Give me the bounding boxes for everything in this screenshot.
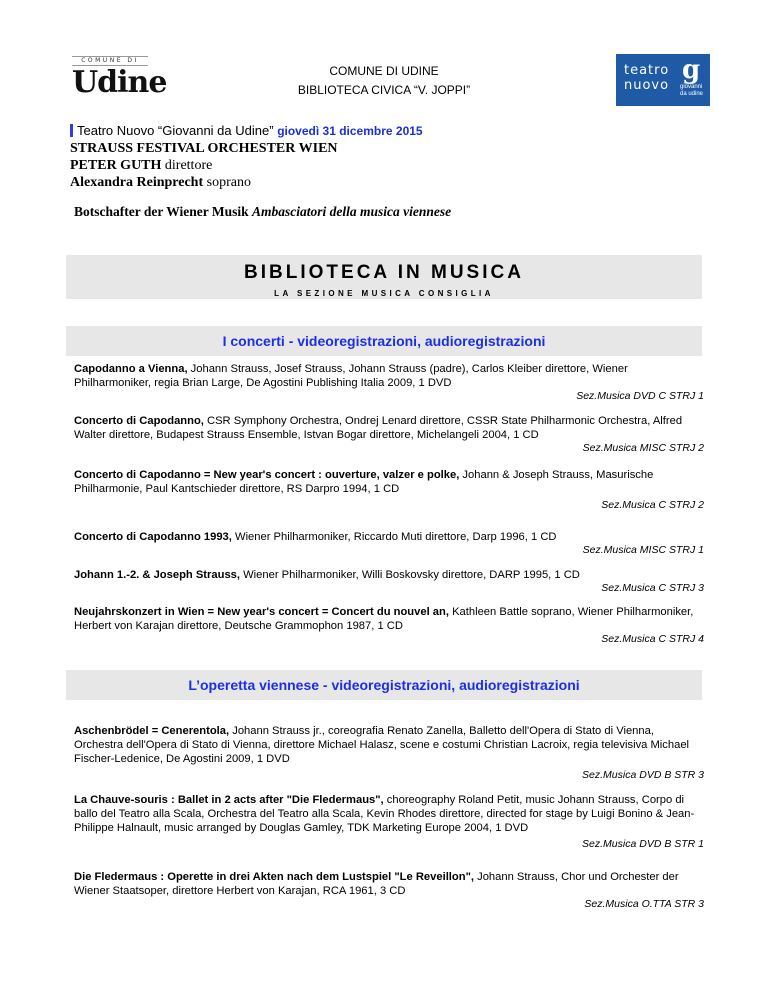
entry-desc: Kathleen Battle soprano, Wiener Philharmoniker, Herbert von Karajan direttore, Deutsche Grammophon 1987, 1 CD bbox=[74, 606, 694, 632]
event-orchestra: STRAUSS FESTIVAL ORCHESTER WIEN bbox=[70, 141, 338, 156]
entry-title: Capodanno a Vienna, bbox=[74, 363, 188, 375]
entry-location: Sez.Musica C STRJ 4 bbox=[601, 633, 704, 645]
accent-bar bbox=[70, 124, 73, 137]
entry-title: Concerto di Capodanno 1993, bbox=[74, 531, 232, 543]
list-item bbox=[74, 414, 704, 455]
entry-location: Sez.Musica DVD B STR 1 bbox=[582, 838, 704, 850]
teatro-logo-line-1: teatro bbox=[624, 63, 670, 78]
entry-title: Die Fledermaus : Operette in drei Akten nach dem Lustspiel "Le Reveillon", bbox=[74, 871, 474, 883]
logo-top-text: COMUNE DI bbox=[72, 56, 148, 66]
list-item bbox=[74, 568, 704, 595]
teatro-nuovo-logo bbox=[616, 54, 710, 106]
event-venue-line bbox=[70, 122, 710, 140]
logo-word: Udine bbox=[72, 65, 167, 100]
list-item bbox=[74, 468, 704, 512]
list-item bbox=[74, 605, 704, 646]
teatro-logo-line-2: nuovo bbox=[624, 78, 670, 93]
header-line-2: BIBLIOTECA CIVICA “V. JOPPI” bbox=[297, 83, 471, 97]
entry-title: Concerto di Capodanno, bbox=[74, 415, 204, 427]
event-motto bbox=[74, 204, 451, 220]
soloist-role: soprano bbox=[206, 175, 251, 190]
motto-german: Botschafter der Wiener Musik bbox=[74, 204, 249, 219]
entry-title: Neujahrskonzert in Wien = New year's concert = Concert du nouvel an, bbox=[74, 606, 449, 618]
comune-di-udine-logo bbox=[72, 56, 167, 104]
teatro-logo-sub-1: giovanni bbox=[680, 84, 703, 90]
entry-location: Sez.Musica DVD C STRJ 1 bbox=[576, 390, 704, 402]
entry-location: Sez.Musica O.TTA STR 3 bbox=[584, 898, 704, 910]
entry-desc: Johann & Joseph Strauss, Masurische Philharmonie, Paul Kantschieder direttore, RS Darpro 1994, 1 CD bbox=[74, 469, 654, 495]
entry-location: Sez.Musica C STRJ 2 bbox=[601, 499, 704, 511]
entry-desc: Wiener Philharmoniker, Willi Boskovsky direttore, DARP 1995, 1 CD bbox=[240, 569, 580, 581]
list-item bbox=[74, 724, 704, 782]
entry-location: Sez.Musica DVD B STR 3 bbox=[582, 769, 704, 781]
biblioteca-banner bbox=[66, 255, 702, 299]
teatro-logo-sub-2: da udine bbox=[680, 91, 704, 97]
event-conductor bbox=[70, 157, 710, 174]
list-item bbox=[74, 870, 704, 911]
teatro-logo-mark: g bbox=[682, 55, 701, 85]
teatro-logo-text bbox=[624, 63, 669, 93]
list-item bbox=[74, 530, 704, 557]
entry-title: Johann 1.-2. & Joseph Strauss, bbox=[74, 569, 240, 581]
list-item bbox=[74, 793, 704, 851]
event-venue: Teatro Nuovo “Giovanni da Udine” bbox=[77, 123, 274, 138]
banner-subtitle: LA SEZIONE MUSICA CONSIGLIA bbox=[274, 289, 494, 298]
soloist-name: Alexandra Reinprecht bbox=[70, 175, 204, 190]
entry-desc: Johann Strauss, Josef Strauss, Johann Strauss (padre), Carlos Kleiber direttore, Wiener Philharmoniker, regia Brian Large, De Agostini Publishing Italia 2009, 1 DVD bbox=[74, 363, 628, 389]
list-item bbox=[74, 362, 704, 403]
entry-desc: Johann Strauss, Chor und Orchester der Wiener Staatsoper, direttore Herbert von Karajan, RCA 1961, 3 CD bbox=[74, 871, 679, 897]
conductor-role: direttore bbox=[164, 158, 213, 173]
section-heading-operetta: L’operetta viennese - videoregistrazioni, audioregistrazioni bbox=[66, 670, 702, 700]
conductor-name: PETER GUTH bbox=[70, 158, 162, 173]
header-institution bbox=[250, 62, 518, 100]
section-heading-concerti: I concerti - videoregistrazioni, audioregistrazioni bbox=[66, 326, 702, 356]
entry-desc: choreography Roland Petit, music Johann Strauss, Corpo di ballo del Teatro alla Scala, Orchestra del Teatro alla Scala, Kevin Rhodes direttore, directed for stage by Luigi Bonino & Jean-Philippe Halnault, music arranged by Douglas Gamley, TDK Marketing Europe 2004, 1 DVD bbox=[74, 794, 695, 834]
entry-desc: Johann Strauss jr., coreografia Renato Zanella, Balletto dell'Opera di Stato di Vienna, Orchestra dell'Opera di Stato di Vienna, direttore Michael Halasz, scene e costumi Christian Lacroix, regia televisiva Michael Fischer-Ledenice, De Agostini 2009, 1 DVD bbox=[74, 725, 690, 765]
entry-desc: CSR Symphony Orchestra, Ondrej Lenard direttore, CSSR State Philharmonic Orchestra, Alfred Walter direttore, Budapest Strauss Ensemble, Istvan Bogar direttore, Michelangeli 2004, 1 CD bbox=[74, 415, 683, 441]
entry-title: Concerto di Capodanno = New year's concert : ouverture, valzer e polke, bbox=[74, 469, 460, 481]
entry-location: Sez.Musica MISC STRJ 2 bbox=[582, 442, 704, 454]
event-info bbox=[70, 122, 710, 191]
motto-italian: Ambasciatori della musica viennese bbox=[252, 204, 452, 219]
teatro-logo-sub bbox=[680, 84, 703, 98]
entry-location: Sez.Musica MISC STRJ 1 bbox=[582, 544, 704, 556]
entry-title: La Chauve-souris : Ballet in 2 acts after "Die Fledermaus", bbox=[74, 794, 384, 806]
event-soloist bbox=[70, 174, 710, 191]
event-date: giovedì 31 dicembre 2015 bbox=[277, 124, 423, 138]
entry-desc: Wiener Philharmoniker, Riccardo Muti direttore, Darp 1996, 1 CD bbox=[231, 531, 557, 543]
entry-location: Sez.Musica C STRJ 3 bbox=[601, 582, 704, 594]
banner-title: BIBLIOTECA IN MUSICA bbox=[244, 262, 524, 283]
header-line-1: COMUNE DI UDINE bbox=[329, 64, 439, 78]
entry-title: Aschenbrödel = Cenerentola, bbox=[74, 725, 230, 737]
